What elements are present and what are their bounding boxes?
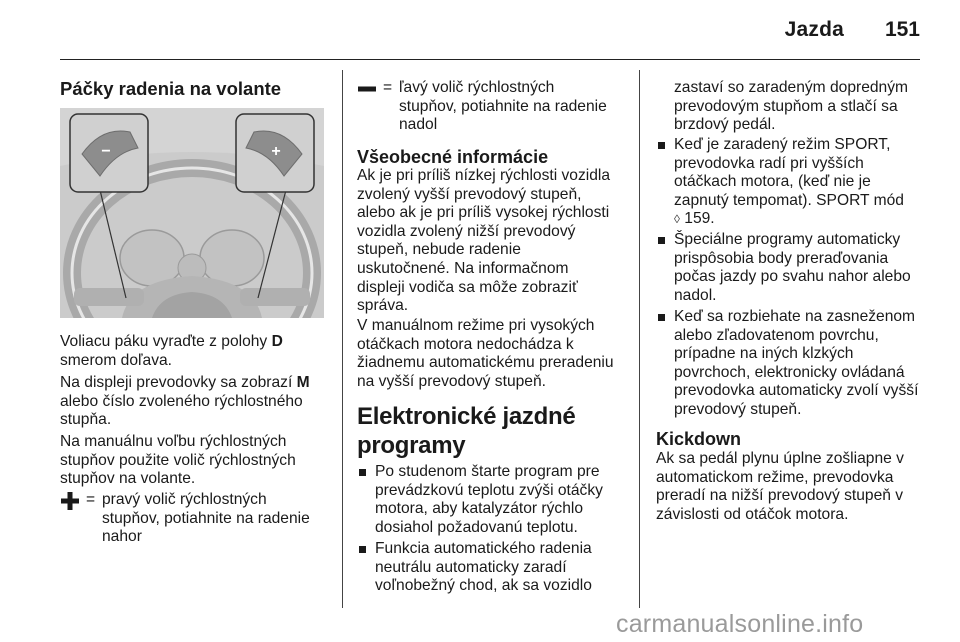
para3-line-3: stupňov na volante. xyxy=(60,470,196,488)
para1-text-2: smerom doľava. xyxy=(60,351,173,369)
legend-plus-text: pravý volič rýchlostných stupňov, potiahnite na radenie nahor xyxy=(102,491,310,546)
page-number: 151 xyxy=(884,18,920,41)
para1-text: Voliacu páku vyraďte z polohy xyxy=(60,333,272,350)
bullet-snow-start: Keď sa rozbiehate na zasneženom alebo zľadovatenom povrchu, prípadne na iných klzkých povrchoch, elektronicky ovládaná prevodovka automaticky zvolí vyšší prevodový stupeň. xyxy=(656,308,922,422)
para-display xyxy=(60,374,310,430)
steering-wheel-illustration xyxy=(60,108,324,318)
section-title: Jazda xyxy=(784,18,844,41)
paddle-plus-symbol: + xyxy=(271,143,281,160)
bullet-marker xyxy=(359,469,366,476)
legend-minus-text: ľavý volič rýchlostných stupňov, potiahnite na radenie nadol xyxy=(399,79,607,134)
paddle-minus-symbol: − xyxy=(101,143,111,160)
para-manual-mode: V manuálnom režime pri vysokých otáčkach motora nedochádza k žiadnemu automatickému preradeniu na vyšší prevodový stupeň. xyxy=(357,317,614,390)
para-manual xyxy=(60,433,296,489)
steering-wheel-image xyxy=(60,108,324,318)
para-kickdown: Ak sa pedál plynu úplne zošliapne v automatickom režime, prevodovka preradí na nižší prevodový stupeň v závislosti od otáčok motora. xyxy=(656,450,904,523)
heading-paddles: Páčky radenia na volante xyxy=(60,78,282,99)
sport-page-ref[interactable]: 159. xyxy=(679,210,715,228)
minus-icon xyxy=(357,79,377,99)
legend-minus xyxy=(357,79,617,139)
para-continued: zastaví so zaradeným dopredným prevodovým stupňom a stlačí sa brzdový pedál. xyxy=(674,79,909,134)
para2-text-3: stupňa. xyxy=(60,411,112,429)
heading-general-info: Všeobecné informácie xyxy=(357,147,549,167)
para2-text: Na displeji prevodovky sa zobrazí xyxy=(60,374,297,391)
bullet-marker xyxy=(658,237,665,244)
cross-reference-icon: ◊ xyxy=(674,212,680,227)
para-general-info: Ak je pri príliš nízkej rýchlosti vozidla zvolený vyšší prevodový stupeň, alebo ak je pri príliš vysokej rýchlosti vozidla zvolený nižší prevodový stupeň, nebude radenie uskutočnené. Na informačnom displeji vodiča sa môže zobraziť správa. xyxy=(357,167,611,315)
para3-line-2: stupňov použite volič rýchlostných xyxy=(60,451,296,469)
column-separator-1 xyxy=(342,70,343,608)
bullet-neutral: Funkcia automatického radenia neutrálu automaticky zaradí voľnobežný chod, ak sa vozidlo xyxy=(357,540,617,598)
legend-minus-equals: = xyxy=(383,79,393,96)
para2-text-2: alebo číslo zvoleného rýchlostného xyxy=(60,392,303,410)
para-selector xyxy=(60,333,283,370)
legend-plus-equals: = xyxy=(86,491,96,508)
column-separator-2 xyxy=(639,70,640,608)
plus-icon xyxy=(60,491,80,511)
page-header xyxy=(0,0,960,60)
legend-plus xyxy=(60,491,330,551)
heading-electronic-programs: Elektronické jazdné programy xyxy=(357,403,576,459)
bullet-sport: Keď je zaradený režim SPORT, prevodovka radí pri vyšších otáčkach motora, (keď nie je zapnutý tempomat). SPORT mód ◊ 159. xyxy=(656,136,922,232)
para1-bold: D xyxy=(271,333,283,350)
header-rule xyxy=(60,59,920,60)
para2-bold: M xyxy=(296,374,310,391)
bullet-marker xyxy=(658,314,665,321)
heading-kickdown: Kickdown xyxy=(656,429,742,449)
bullet-marker xyxy=(359,546,366,553)
bullet-special-programs: Špeciálne programy automaticky prispôsobia body preraďovania počas jazdy po svahu nahor alebo nadol. xyxy=(656,231,922,307)
watermark: carmanualsonline.info xyxy=(616,610,864,638)
bullet-marker xyxy=(658,142,665,149)
bullet-cold-start: Po studenom štarte program pre prevádzkovú teplotu zvýši otáčky motora, aby katalyzátor rýchlo dosiahol požadovanú teplotu. xyxy=(357,463,617,539)
para3-line-1: Na manuálnu voľbu rýchlostných xyxy=(60,433,287,450)
